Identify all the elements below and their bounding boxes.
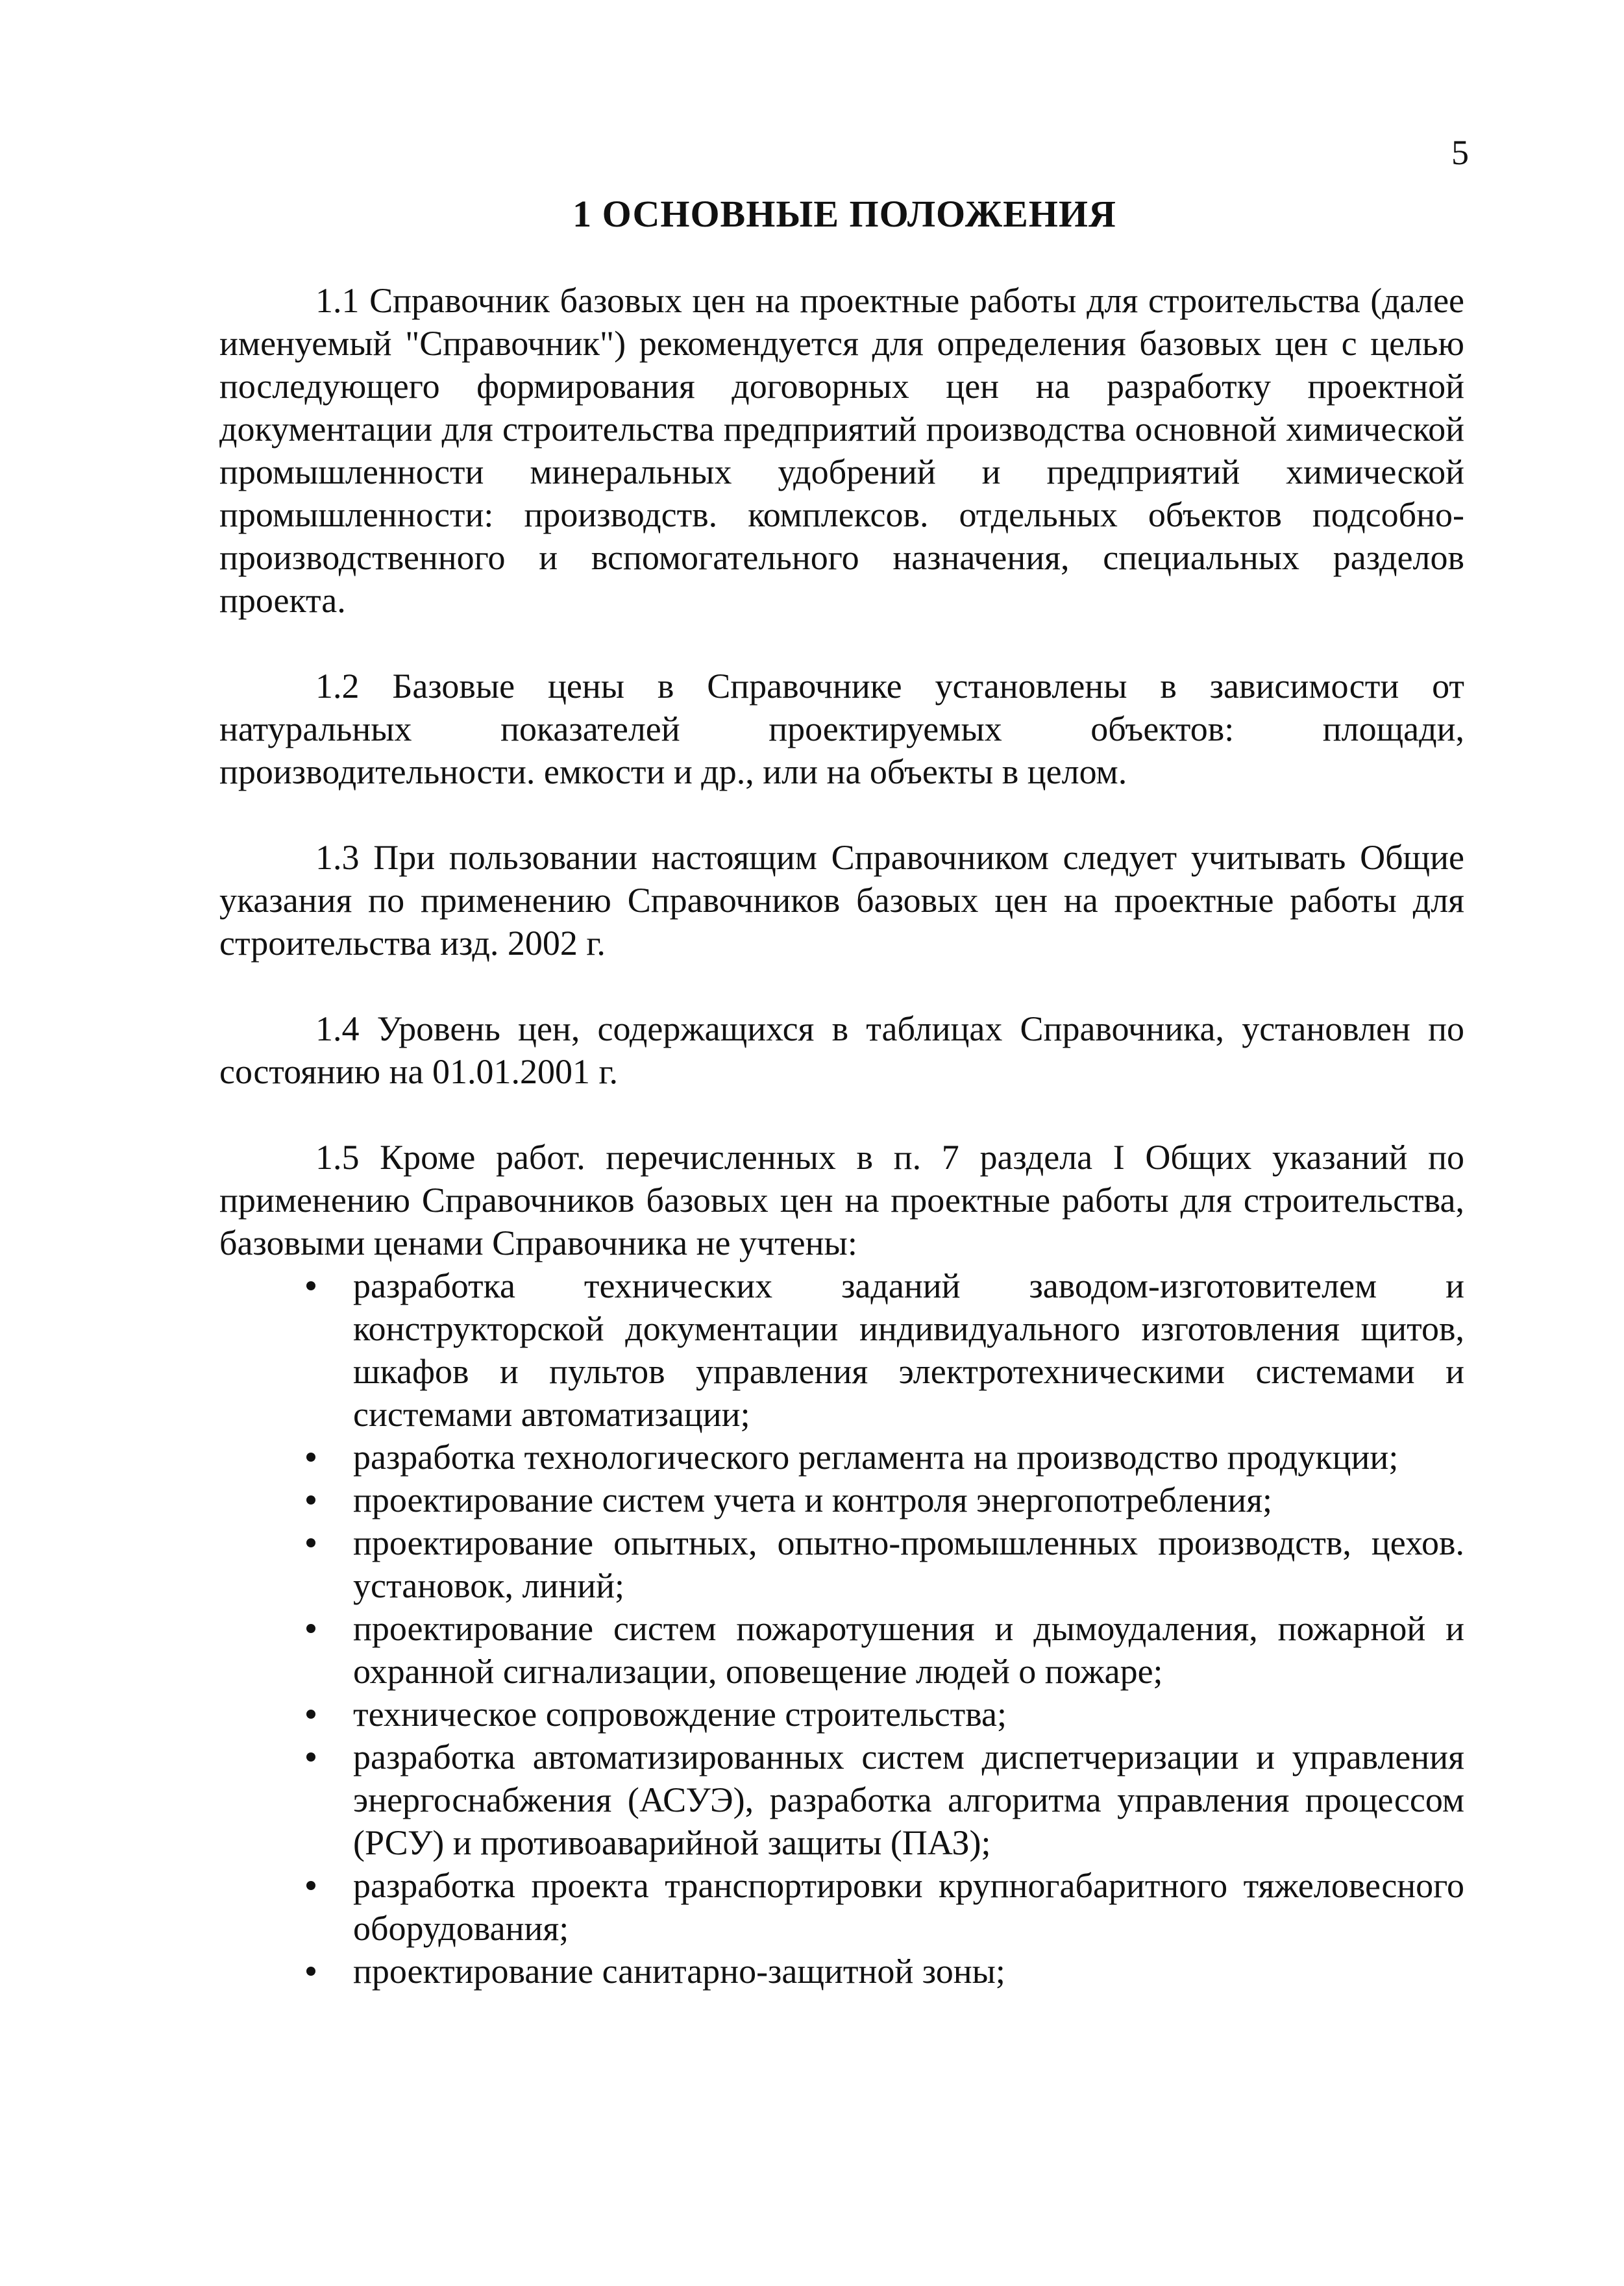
list-item-text: разработка автоматизированных систем диспетчеризации и управления энергоснабжения (АСУЭ), разработка алгоритма управления процессом (РСУ) и противоаварийной защиты (ПАЗ);	[353, 1738, 1464, 1862]
list-item-text: разработка технических заданий заводом-изготовителем и конструкторской документации индивидуального изготовления щитов, шкафов и пультов управления электротехническими системами и системами автоматизации;	[353, 1266, 1464, 1434]
list-item-text: разработка проекта транспортировки крупногабаритного тяжеловесного оборудования;	[353, 1866, 1464, 1948]
list-item-text: проектирование опытных, опытно-промышленных производств, цехов. установок, линий;	[353, 1523, 1464, 1605]
list-item-text: проектирование систем пожаротушения и дымоудаления, пожарной и охранной сигнализации, оповещение людей о пожаре;	[353, 1609, 1464, 1691]
list-item	[353, 1264, 1464, 1436]
list-item	[353, 1521, 1464, 1607]
paragraph-1-5: 1.5 Кроме работ. перечисленных в п. 7 раздела I Общих указаний по применению Справочников базовых цен на проектные работы для строительства, базовыми ценами Справочника не учтены:	[219, 1138, 1464, 1262]
bullet-icon	[306, 1453, 315, 1462]
bullet-icon	[306, 1624, 315, 1633]
paragraph-1-4: 1.4 Уровень цен, содержащихся в таблицах Справочника, установлен по состоянию на 01.01.2001 г.	[219, 1009, 1464, 1091]
list-item	[353, 1479, 1464, 1521]
list-item	[353, 1607, 1464, 1693]
list-item	[353, 1436, 1464, 1479]
list-item-text: проектирование санитарно-защитной зоны;	[353, 1952, 1005, 1991]
section-title: 1 ОСНОВНЫЕ ПОЛОЖЕНИЯ	[572, 193, 1116, 235]
page-number: 5	[1451, 133, 1469, 172]
bullet-icon	[306, 1752, 315, 1762]
list-item-text: разработка технологического регламента на производство продукции;	[353, 1438, 1399, 1477]
bullet-icon	[306, 1495, 315, 1505]
list-item-text: техническое сопровождение строительства;	[353, 1695, 1007, 1734]
bullet-icon	[306, 1281, 315, 1290]
list-item	[353, 1736, 1464, 1864]
bullet-icon	[306, 1538, 315, 1547]
paragraph-1-3: 1.3 При пользовании настоящим Справочником следует учитывать Общие указания по применению Справочников базовых цен на проектные работы для строительства изд. 2002 г.	[219, 838, 1464, 963]
list-item-text: проектирование систем учета и контроля энергопотребления;	[353, 1481, 1273, 1519]
document-body	[219, 279, 1464, 1993]
bullet-icon	[306, 1967, 315, 1976]
paragraph-1-1: 1.1 Справочник базовых цен на проектные работы для строительства (далее именуемый "Справочник") рекомендуется для определения базовых цен с целью последующего формирования договорных цен на разработку проектной документации для строительства предприятий производства основной химической промышленности минеральных удобрений и предприятий химической промышленности: производств. комплексов. отдельных объектов подсобно-производственного и вспомогательного назначения, специальных разделов проекта.	[219, 281, 1464, 620]
excluded-works-list	[219, 1264, 1464, 1993]
bullet-icon	[306, 1710, 315, 1719]
bullet-icon	[306, 1881, 315, 1890]
list-item	[353, 1693, 1464, 1736]
paragraph-1-2: 1.2 Базовые цены в Справочнике установлены в зависимости от натуральных показателей проектируемых объектов: площади, производительности. емкости и др., или на объекты в целом.	[219, 667, 1464, 791]
list-item	[353, 1864, 1464, 1950]
list-item	[353, 1950, 1464, 1993]
